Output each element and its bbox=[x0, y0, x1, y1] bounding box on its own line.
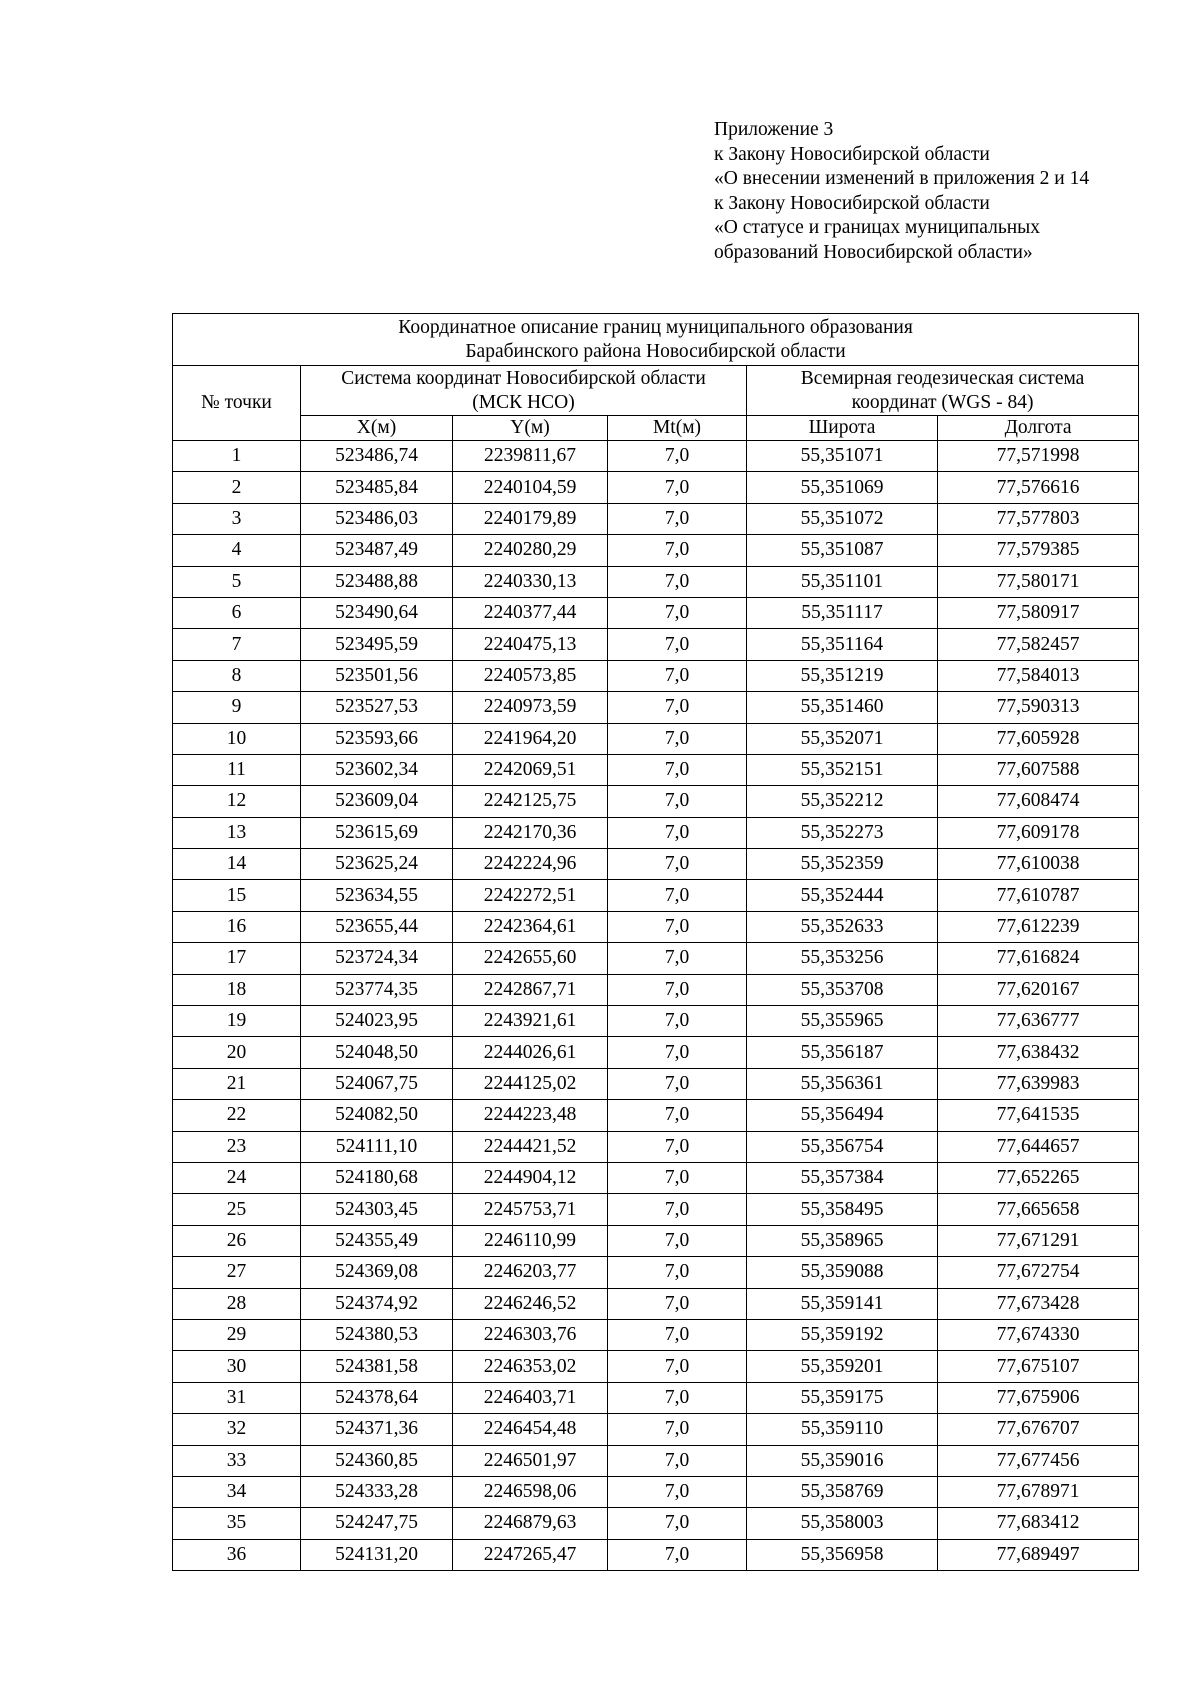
mt-cell: 7,0 bbox=[608, 754, 747, 785]
x-cell: 523490,64 bbox=[301, 597, 453, 628]
x-cell: 524333,28 bbox=[301, 1476, 453, 1507]
y-cell: 2242224,96 bbox=[453, 849, 608, 880]
latitude-cell: 55,359192 bbox=[747, 1319, 938, 1350]
point-number-cell: 10 bbox=[173, 723, 301, 754]
longitude-cell: 77,675906 bbox=[938, 1382, 1139, 1413]
point-number-cell: 9 bbox=[173, 692, 301, 723]
y-cell: 2242655,60 bbox=[453, 943, 608, 974]
latitude-cell: 55,359201 bbox=[747, 1351, 938, 1382]
x-cell: 523634,55 bbox=[301, 880, 453, 911]
table-row bbox=[173, 1445, 1139, 1476]
longitude-cell: 77,605928 bbox=[938, 723, 1139, 754]
x-cell: 524247,75 bbox=[301, 1508, 453, 1539]
latitude-cell: 55,351164 bbox=[747, 629, 938, 660]
latitude-cell: 55,352359 bbox=[747, 849, 938, 880]
point-number-cell: 33 bbox=[173, 1445, 301, 1476]
x-cell: 523615,69 bbox=[301, 817, 453, 848]
longitude-cell: 77,652265 bbox=[938, 1162, 1139, 1193]
x-cell: 524111,10 bbox=[301, 1131, 453, 1162]
latitude-cell: 55,356754 bbox=[747, 1131, 938, 1162]
table-row bbox=[173, 786, 1139, 817]
mt-cell: 7,0 bbox=[608, 911, 747, 942]
point-number-cell: 18 bbox=[173, 974, 301, 1005]
point-number-cell: 8 bbox=[173, 660, 301, 691]
mt-cell: 7,0 bbox=[608, 503, 747, 534]
y-cell: 2240377,44 bbox=[453, 597, 608, 628]
longitude-cell: 77,612239 bbox=[938, 911, 1139, 942]
latitude-cell: 55,352273 bbox=[747, 817, 938, 848]
mt-cell: 7,0 bbox=[608, 974, 747, 1005]
x-cell: 524355,49 bbox=[301, 1225, 453, 1256]
x-cell: 523501,56 bbox=[301, 660, 453, 691]
mt-cell: 7,0 bbox=[608, 1288, 747, 1319]
x-cell: 524380,53 bbox=[301, 1319, 453, 1350]
mt-cell: 7,0 bbox=[608, 817, 747, 848]
table-row bbox=[173, 1414, 1139, 1445]
y-header: Y(м) bbox=[453, 416, 608, 441]
longitude-cell: 77,609178 bbox=[938, 817, 1139, 848]
longitude-cell: 77,678971 bbox=[938, 1476, 1139, 1507]
table-row bbox=[173, 1539, 1139, 1570]
latitude-cell: 55,358003 bbox=[747, 1508, 938, 1539]
x-cell: 524374,92 bbox=[301, 1288, 453, 1319]
y-cell: 2240280,29 bbox=[453, 535, 608, 566]
table-title-line: Барабинского района Новосибирской области bbox=[465, 340, 846, 362]
table-row bbox=[173, 535, 1139, 566]
wgs-system-header bbox=[747, 366, 1139, 416]
x-cell: 523485,84 bbox=[301, 472, 453, 503]
point-number-cell: 23 bbox=[173, 1131, 301, 1162]
y-cell: 2243921,61 bbox=[453, 1006, 608, 1037]
x-cell: 524371,36 bbox=[301, 1414, 453, 1445]
point-number-cell: 30 bbox=[173, 1351, 301, 1382]
latitude-cell: 55,351072 bbox=[747, 503, 938, 534]
y-cell: 2246501,97 bbox=[453, 1445, 608, 1476]
point-number-cell: 17 bbox=[173, 943, 301, 974]
point-number-cell: 22 bbox=[173, 1100, 301, 1131]
table-row bbox=[173, 597, 1139, 628]
point-number-cell: 6 bbox=[173, 597, 301, 628]
longitude-header: Долгота bbox=[938, 416, 1139, 441]
point-number-cell: 28 bbox=[173, 1288, 301, 1319]
table-row bbox=[173, 1476, 1139, 1507]
table-title bbox=[173, 314, 1139, 366]
x-cell: 523488,88 bbox=[301, 566, 453, 597]
table-row bbox=[173, 974, 1139, 1005]
latitude-cell: 55,351071 bbox=[747, 441, 938, 472]
longitude-cell: 77,582457 bbox=[938, 629, 1139, 660]
mt-cell: 7,0 bbox=[608, 597, 747, 628]
longitude-cell: 77,673428 bbox=[938, 1288, 1139, 1319]
x-cell: 524378,64 bbox=[301, 1382, 453, 1413]
longitude-cell: 77,576616 bbox=[938, 472, 1139, 503]
y-cell: 2246403,71 bbox=[453, 1382, 608, 1413]
latitude-cell: 55,352071 bbox=[747, 723, 938, 754]
mt-cell: 7,0 bbox=[608, 1508, 747, 1539]
mt-cell: 7,0 bbox=[608, 1131, 747, 1162]
y-cell: 2240179,89 bbox=[453, 503, 608, 534]
y-cell: 2244026,61 bbox=[453, 1037, 608, 1068]
point-number-cell: 24 bbox=[173, 1162, 301, 1193]
y-cell: 2242125,75 bbox=[453, 786, 608, 817]
x-cell: 523487,49 bbox=[301, 535, 453, 566]
latitude-cell: 55,353256 bbox=[747, 943, 938, 974]
x-cell: 523774,35 bbox=[301, 974, 453, 1005]
longitude-cell: 77,638432 bbox=[938, 1037, 1139, 1068]
x-cell: 524303,45 bbox=[301, 1194, 453, 1225]
x-cell: 524131,20 bbox=[301, 1539, 453, 1570]
table-row bbox=[173, 692, 1139, 723]
y-cell: 2247265,47 bbox=[453, 1539, 608, 1570]
mt-cell: 7,0 bbox=[608, 441, 747, 472]
point-number-cell: 14 bbox=[173, 849, 301, 880]
point-number-cell: 11 bbox=[173, 754, 301, 785]
mt-cell: 7,0 bbox=[608, 1068, 747, 1099]
x-cell: 523609,04 bbox=[301, 786, 453, 817]
y-cell: 2246454,48 bbox=[453, 1414, 608, 1445]
y-cell: 2242364,61 bbox=[453, 911, 608, 942]
appendix-header bbox=[714, 118, 1089, 265]
point-number-cell: 12 bbox=[173, 786, 301, 817]
point-number-cell: 25 bbox=[173, 1194, 301, 1225]
table-row bbox=[173, 1194, 1139, 1225]
table-row bbox=[173, 849, 1139, 880]
table-row bbox=[173, 880, 1139, 911]
table-row bbox=[173, 1288, 1139, 1319]
x-cell: 524369,08 bbox=[301, 1257, 453, 1288]
y-cell: 2246246,52 bbox=[453, 1288, 608, 1319]
table-row bbox=[173, 1162, 1139, 1193]
longitude-cell: 77,644657 bbox=[938, 1131, 1139, 1162]
x-cell: 524360,85 bbox=[301, 1445, 453, 1476]
mt-cell: 7,0 bbox=[608, 1162, 747, 1193]
appendix-line: «О внесении изменений в приложения 2 и 14 bbox=[714, 168, 1090, 189]
x-cell: 523602,34 bbox=[301, 754, 453, 785]
point-number-cell: 26 bbox=[173, 1225, 301, 1256]
point-number-header: № точки bbox=[173, 366, 301, 441]
mt-cell: 7,0 bbox=[608, 1257, 747, 1288]
latitude-cell: 55,356187 bbox=[747, 1037, 938, 1068]
mt-cell: 7,0 bbox=[608, 723, 747, 754]
mt-cell: 7,0 bbox=[608, 1476, 747, 1507]
table-row bbox=[173, 1508, 1139, 1539]
mt-cell: 7,0 bbox=[608, 1319, 747, 1350]
mt-cell: 7,0 bbox=[608, 1539, 747, 1570]
x-cell: 524381,58 bbox=[301, 1351, 453, 1382]
table-row bbox=[173, 1225, 1139, 1256]
y-cell: 2240104,59 bbox=[453, 472, 608, 503]
longitude-cell: 77,608474 bbox=[938, 786, 1139, 817]
point-number-cell: 7 bbox=[173, 629, 301, 660]
mt-cell: 7,0 bbox=[608, 566, 747, 597]
y-cell: 2240330,13 bbox=[453, 566, 608, 597]
mt-cell: 7,0 bbox=[608, 880, 747, 911]
longitude-cell: 77,665658 bbox=[938, 1194, 1139, 1225]
longitude-cell: 77,675107 bbox=[938, 1351, 1139, 1382]
x-cell: 523593,66 bbox=[301, 723, 453, 754]
appendix-line: Приложение 3 bbox=[714, 119, 834, 140]
longitude-cell: 77,636777 bbox=[938, 1006, 1139, 1037]
y-cell: 2239811,67 bbox=[453, 441, 608, 472]
x-header: X(м) bbox=[301, 416, 453, 441]
table-row bbox=[173, 817, 1139, 848]
y-cell: 2246110,99 bbox=[453, 1225, 608, 1256]
mt-cell: 7,0 bbox=[608, 1351, 747, 1382]
table-row bbox=[173, 1100, 1139, 1131]
latitude-cell: 55,356958 bbox=[747, 1539, 938, 1570]
latitude-cell: 55,359016 bbox=[747, 1445, 938, 1476]
longitude-cell: 77,610038 bbox=[938, 849, 1139, 880]
longitude-cell: 77,676707 bbox=[938, 1414, 1139, 1445]
latitude-cell: 55,352633 bbox=[747, 911, 938, 942]
longitude-cell: 77,610787 bbox=[938, 880, 1139, 911]
coordinates-table bbox=[172, 313, 1139, 1571]
mt-cell: 7,0 bbox=[608, 1100, 747, 1131]
table-row bbox=[173, 1006, 1139, 1037]
mt-cell: 7,0 bbox=[608, 535, 747, 566]
mt-cell: 7,0 bbox=[608, 786, 747, 817]
x-cell: 523655,44 bbox=[301, 911, 453, 942]
x-cell: 524067,75 bbox=[301, 1068, 453, 1099]
x-cell: 523724,34 bbox=[301, 943, 453, 974]
y-cell: 2246203,77 bbox=[453, 1257, 608, 1288]
point-number-cell: 35 bbox=[173, 1508, 301, 1539]
longitude-cell: 77,689497 bbox=[938, 1539, 1139, 1570]
longitude-cell: 77,580917 bbox=[938, 597, 1139, 628]
latitude-cell: 55,351460 bbox=[747, 692, 938, 723]
longitude-cell: 77,571998 bbox=[938, 441, 1139, 472]
x-cell: 523625,24 bbox=[301, 849, 453, 880]
point-number-cell: 1 bbox=[173, 441, 301, 472]
y-cell: 2246598,06 bbox=[453, 1476, 608, 1507]
longitude-cell: 77,616824 bbox=[938, 943, 1139, 974]
mt-cell: 7,0 bbox=[608, 1194, 747, 1225]
longitude-cell: 77,607588 bbox=[938, 754, 1139, 785]
latitude-cell: 55,352444 bbox=[747, 880, 938, 911]
x-cell: 524082,50 bbox=[301, 1100, 453, 1131]
latitude-cell: 55,353708 bbox=[747, 974, 938, 1005]
y-cell: 2244223,48 bbox=[453, 1100, 608, 1131]
point-number-cell: 36 bbox=[173, 1539, 301, 1570]
x-cell: 523486,74 bbox=[301, 441, 453, 472]
table-row bbox=[173, 1351, 1139, 1382]
point-number-cell: 20 bbox=[173, 1037, 301, 1068]
mt-cell: 7,0 bbox=[608, 692, 747, 723]
point-number-cell: 4 bbox=[173, 535, 301, 566]
point-number-cell: 15 bbox=[173, 880, 301, 911]
longitude-cell: 77,683412 bbox=[938, 1508, 1139, 1539]
latitude-cell: 55,352212 bbox=[747, 786, 938, 817]
point-number-cell: 19 bbox=[173, 1006, 301, 1037]
mt-cell: 7,0 bbox=[608, 1445, 747, 1476]
table-title-line: Координатное описание границ муниципального образования bbox=[398, 316, 913, 338]
latitude-cell: 55,358965 bbox=[747, 1225, 938, 1256]
latitude-cell: 55,351101 bbox=[747, 566, 938, 597]
latitude-cell: 55,351069 bbox=[747, 472, 938, 503]
table-row bbox=[173, 503, 1139, 534]
y-cell: 2244904,12 bbox=[453, 1162, 608, 1193]
table-row bbox=[173, 566, 1139, 597]
longitude-cell: 77,639983 bbox=[938, 1068, 1139, 1099]
longitude-cell: 77,584013 bbox=[938, 660, 1139, 691]
point-number-cell: 3 bbox=[173, 503, 301, 534]
longitude-cell: 77,620167 bbox=[938, 974, 1139, 1005]
table-row bbox=[173, 754, 1139, 785]
wgs-system-header-line: Всемирная геодезическая система bbox=[800, 367, 1085, 389]
mt-cell: 7,0 bbox=[608, 1006, 747, 1037]
table-row bbox=[173, 472, 1139, 503]
mt-cell: 7,0 bbox=[608, 629, 747, 660]
longitude-cell: 77,672754 bbox=[938, 1257, 1139, 1288]
table-row bbox=[173, 1068, 1139, 1099]
latitude-cell: 55,357384 bbox=[747, 1162, 938, 1193]
point-number-cell: 16 bbox=[173, 911, 301, 942]
longitude-cell: 77,671291 bbox=[938, 1225, 1139, 1256]
table-row bbox=[173, 629, 1139, 660]
latitude-cell: 55,351117 bbox=[747, 597, 938, 628]
longitude-cell: 77,641535 bbox=[938, 1100, 1139, 1131]
point-number-cell: 13 bbox=[173, 817, 301, 848]
longitude-cell: 77,579385 bbox=[938, 535, 1139, 566]
longitude-cell: 77,580171 bbox=[938, 566, 1139, 597]
table-row bbox=[173, 1131, 1139, 1162]
table-row bbox=[173, 660, 1139, 691]
table-row bbox=[173, 723, 1139, 754]
mt-cell: 7,0 bbox=[608, 472, 747, 503]
point-number-cell: 31 bbox=[173, 1382, 301, 1413]
table-row bbox=[173, 1319, 1139, 1350]
mt-cell: 7,0 bbox=[608, 660, 747, 691]
y-cell: 2246353,02 bbox=[453, 1351, 608, 1382]
mt-cell: 7,0 bbox=[608, 1382, 747, 1413]
x-cell: 523527,53 bbox=[301, 692, 453, 723]
y-cell: 2240973,59 bbox=[453, 692, 608, 723]
x-cell: 523495,59 bbox=[301, 629, 453, 660]
latitude-cell: 55,358495 bbox=[747, 1194, 938, 1225]
y-cell: 2242867,71 bbox=[453, 974, 608, 1005]
latitude-cell: 55,359088 bbox=[747, 1257, 938, 1288]
latitude-header: Широта bbox=[747, 416, 938, 441]
table-row bbox=[173, 911, 1139, 942]
x-cell: 524023,95 bbox=[301, 1006, 453, 1037]
latitude-cell: 55,359110 bbox=[747, 1414, 938, 1445]
point-number-cell: 21 bbox=[173, 1068, 301, 1099]
point-number-cell: 27 bbox=[173, 1257, 301, 1288]
y-cell: 2240573,85 bbox=[453, 660, 608, 691]
mt-cell: 7,0 bbox=[608, 849, 747, 880]
latitude-cell: 55,351087 bbox=[747, 535, 938, 566]
mt-cell: 7,0 bbox=[608, 943, 747, 974]
appendix-line: к Закону Новосибирской области bbox=[714, 192, 990, 214]
y-cell: 2244125,02 bbox=[453, 1068, 608, 1099]
table-row bbox=[173, 943, 1139, 974]
coordinates-body bbox=[173, 441, 1139, 1571]
latitude-cell: 55,356494 bbox=[747, 1100, 938, 1131]
nso-system-header bbox=[301, 366, 747, 416]
point-number-cell: 29 bbox=[173, 1319, 301, 1350]
point-number-cell: 32 bbox=[173, 1414, 301, 1445]
x-cell: 524048,50 bbox=[301, 1037, 453, 1068]
table-row bbox=[173, 441, 1139, 472]
mt-cell: 7,0 bbox=[608, 1225, 747, 1256]
mt-cell: 7,0 bbox=[608, 1414, 747, 1445]
appendix-line: «О статусе и границах муниципальных bbox=[714, 217, 1041, 238]
latitude-cell: 55,356361 bbox=[747, 1068, 938, 1099]
y-cell: 2241964,20 bbox=[453, 723, 608, 754]
latitude-cell: 55,352151 bbox=[747, 754, 938, 785]
y-cell: 2242170,36 bbox=[453, 817, 608, 848]
mt-header: Mt(м) bbox=[608, 416, 747, 441]
nso-system-header-line: Система координат Новосибирской области bbox=[341, 367, 706, 389]
latitude-cell: 55,351219 bbox=[747, 660, 938, 691]
y-cell: 2240475,13 bbox=[453, 629, 608, 660]
point-number-cell: 2 bbox=[173, 472, 301, 503]
y-cell: 2242272,51 bbox=[453, 880, 608, 911]
table-row bbox=[173, 1257, 1139, 1288]
appendix-line: к Закону Новосибирской области bbox=[714, 143, 990, 165]
point-number-cell: 34 bbox=[173, 1476, 301, 1507]
y-cell: 2245753,71 bbox=[453, 1194, 608, 1225]
point-number-cell: 5 bbox=[173, 566, 301, 597]
longitude-cell: 77,674330 bbox=[938, 1319, 1139, 1350]
latitude-cell: 55,359141 bbox=[747, 1288, 938, 1319]
table-row bbox=[173, 1382, 1139, 1413]
mt-cell: 7,0 bbox=[608, 1037, 747, 1068]
latitude-cell: 55,355965 bbox=[747, 1006, 938, 1037]
longitude-cell: 77,577803 bbox=[938, 503, 1139, 534]
y-cell: 2244421,52 bbox=[453, 1131, 608, 1162]
table-row bbox=[173, 1037, 1139, 1068]
x-cell: 523486,03 bbox=[301, 503, 453, 534]
longitude-cell: 77,677456 bbox=[938, 1445, 1139, 1476]
x-cell: 524180,68 bbox=[301, 1162, 453, 1193]
latitude-cell: 55,359175 bbox=[747, 1382, 938, 1413]
y-cell: 2246879,63 bbox=[453, 1508, 608, 1539]
latitude-cell: 55,358769 bbox=[747, 1476, 938, 1507]
y-cell: 2242069,51 bbox=[453, 754, 608, 785]
longitude-cell: 77,590313 bbox=[938, 692, 1139, 723]
wgs-system-header-line: координат (WGS - 84) bbox=[851, 391, 1034, 413]
y-cell: 2246303,76 bbox=[453, 1319, 608, 1350]
appendix-line: образований Новосибирской области» bbox=[714, 241, 1033, 263]
nso-system-header-line: (МСК НСО) bbox=[472, 391, 575, 413]
